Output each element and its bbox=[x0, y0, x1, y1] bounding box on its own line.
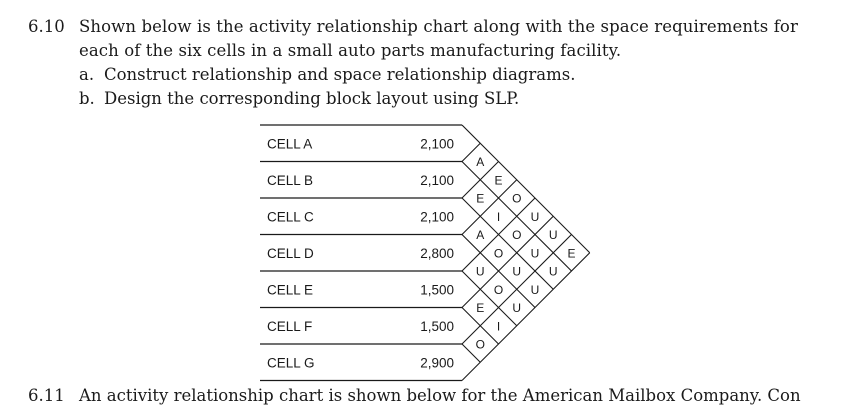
cell-space: 2,100 bbox=[420, 172, 454, 188]
problem-text-line-2: each of the six cells in a small auto parts manufacturing facility. bbox=[79, 41, 622, 60]
relationship-code: U bbox=[548, 228, 558, 242]
relationship-code: U bbox=[530, 282, 540, 297]
relationship-code: O bbox=[475, 337, 485, 352]
relationship-code: E bbox=[476, 301, 485, 315]
cell-name: CELL G bbox=[267, 355, 315, 371]
relationship-code: E bbox=[476, 191, 485, 206]
relationship-code: O bbox=[493, 246, 504, 261]
cell-name: CELL B bbox=[267, 172, 314, 188]
next-problem-text: An activity relationship chart is shown below for the American Mailbox Company. Con bbox=[79, 386, 801, 405]
problem-number: 6.10 bbox=[28, 17, 65, 36]
relationship-code: A bbox=[476, 155, 485, 169]
relationship-code: O bbox=[512, 228, 522, 242]
cell-space: 2,900 bbox=[420, 355, 454, 371]
grid-diagonal bbox=[462, 271, 517, 326]
cell-name: CELL A bbox=[267, 136, 313, 152]
relationship-code: U bbox=[512, 301, 522, 315]
relationship-code: U bbox=[548, 264, 558, 279]
relationship-code: U bbox=[530, 209, 540, 224]
next-problem bbox=[28, 386, 801, 405]
part-b-text: Design the corresponding block layout using SLP. bbox=[104, 89, 520, 108]
relationship-code: I bbox=[496, 319, 501, 334]
relationship-code: E bbox=[494, 173, 503, 188]
relationship-code: U bbox=[530, 246, 540, 261]
cell-space: 2,100 bbox=[420, 136, 454, 152]
relationship-code: O bbox=[512, 191, 522, 206]
next-problem-number: 6.11 bbox=[28, 386, 65, 405]
relationship-code: I bbox=[496, 209, 501, 224]
cell-name: CELL C bbox=[267, 209, 314, 225]
cell-name: CELL D bbox=[267, 245, 314, 261]
relationship-code: O bbox=[493, 282, 504, 297]
cell-space: 2,100 bbox=[420, 209, 454, 225]
problem-text-line-1: Shown below is the activity relationship chart along with the space requirements for bbox=[79, 17, 798, 36]
cell-name: CELL F bbox=[267, 318, 313, 334]
part-a-text: Construct relationship and space relationship diagrams. bbox=[104, 65, 576, 84]
relationship-code: U bbox=[512, 264, 522, 279]
relationship-code: E bbox=[567, 246, 576, 261]
part-b-label: b. bbox=[79, 89, 95, 108]
relationship-code: U bbox=[475, 264, 485, 279]
cell-name: CELL E bbox=[267, 282, 314, 298]
relationship-code: A bbox=[476, 228, 485, 242]
part-a-label: a. bbox=[79, 65, 95, 84]
cell-space: 1,500 bbox=[420, 282, 454, 298]
cell-space: 2,800 bbox=[420, 245, 454, 261]
cell-space: 1,500 bbox=[420, 318, 454, 334]
grid-diagonal bbox=[462, 180, 517, 235]
